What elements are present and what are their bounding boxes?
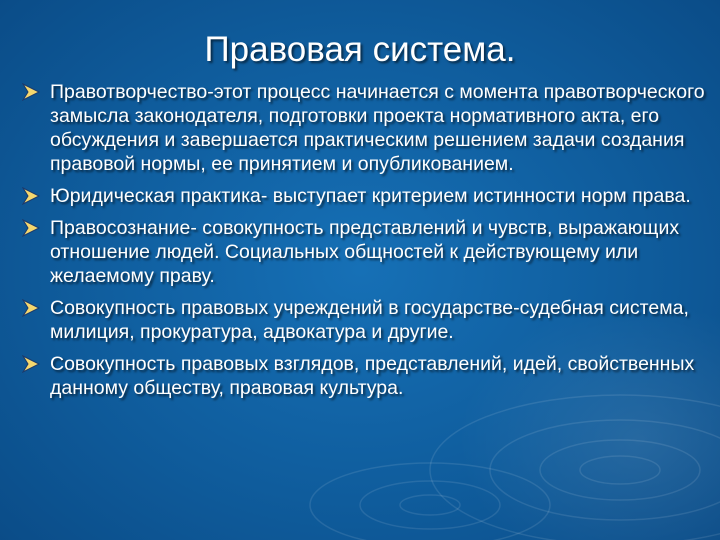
bullet-item [20, 352, 710, 400]
bullet-text: Правотворчество-этот процесс начинается с момента правотворческого замысла законодателя, подготовки проекта нормативного акта, его обсуждения и завершается практическим решением задачи создания правовой нормы, ее принятием и опубликованием. [50, 81, 705, 175]
arrowhead-bullet-icon [22, 355, 40, 373]
slide-title: Правовая система. [204, 30, 516, 69]
bullet-text: Совокупность правовых учреждений в государстве-судебная система, милиция, прокуратура, адвокатура и другие. [50, 297, 689, 343]
bullet-item [20, 216, 710, 288]
bullet-text: Юридическая практика- выступает критерием истинности норм права. [50, 185, 691, 207]
arrowhead-bullet-icon [22, 299, 40, 317]
bullet-list [20, 80, 710, 408]
bullet-text: Правосознание- совокупность представлений и чувств, выражающих отношение людей. Социальных общностей к действующему или желаемому праву. [50, 217, 680, 287]
arrowhead-bullet-icon [22, 187, 40, 205]
bullet-item [20, 184, 710, 208]
arrowhead-bullet-icon [22, 219, 40, 237]
arrowhead-bullet-icon [22, 83, 40, 101]
bullet-item [20, 80, 710, 176]
bullet-text: Совокупность правовых взглядов, представлений, идей, свойственных данному обществу, правовая культура. [50, 353, 695, 399]
bullet-item [20, 296, 710, 344]
